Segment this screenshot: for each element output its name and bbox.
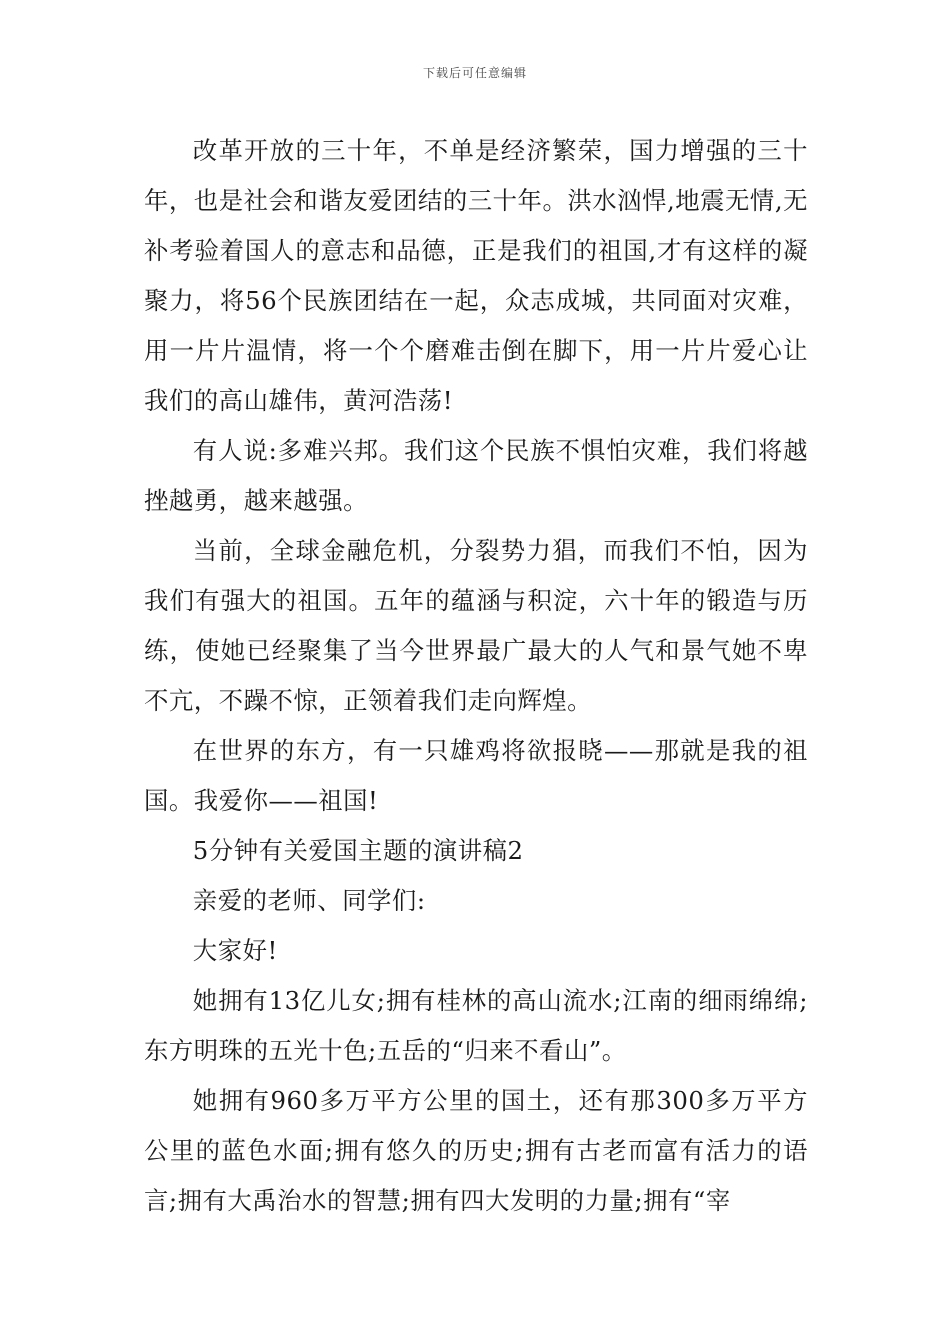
greeting: 大家好! <box>192 936 278 965</box>
salutation: 亲爱的老师、同学们: <box>192 886 426 915</box>
section-title: 5分钟有关爱国主题的演讲稿2 <box>192 836 524 865</box>
paragraph-reform: 改革开放的三十年，不单是经济繁荣，国力增强的三十年，也是社会和谐友爱团结的三十年。洪水汹悍,地震无情,无补考验着国人的意志和品德，正是我们的祖国,才有这样的凝聚力，将56个民族团结在一起，众志成城，共同面对灾难，用一片片温情，将一个个磨难击倒在脚下，用一片片爱心让我们的高山雄伟，黄河浩荡! <box>144 136 808 415</box>
paragraph-rooster: 在世界的东方，有一只雄鸡将欲报晓——那就是我的祖国。我爱你——祖国! <box>144 736 808 815</box>
paragraph-population: 她拥有13亿儿女;拥有桂林的高山流水;江南的细雨绵绵;东方明珠的五光十色;五岳的“归来不看山”。 <box>144 986 808 1065</box>
page-header: 下载后可任意编辑 <box>422 66 527 80</box>
document-body <box>144 126 808 1226</box>
paragraph-crisis: 当前，全球金融危机，分裂势力猖，而我们不怕，因为我们有强大的祖国。五年的蕴涵与积淀，六十年的锻造与历练，使她已经聚集了当今世界最广最大的人气和景气她不卑不亢，不躁不惊，正领着我们走向辉煌。 <box>144 536 808 715</box>
paragraph-adversity: 有人说:多难兴邦。我们这个民族不惧怕灾难，我们将越挫越勇，越来越强。 <box>144 436 808 515</box>
paragraph-territory: 她拥有960多万平方公里的国土，还有那300多万平方公里的蓝色水面;拥有悠久的历史;拥有古老而富有活力的语言;拥有大禹治水的智慧;拥有四大发明的力量;拥有“宰 <box>144 1086 808 1215</box>
